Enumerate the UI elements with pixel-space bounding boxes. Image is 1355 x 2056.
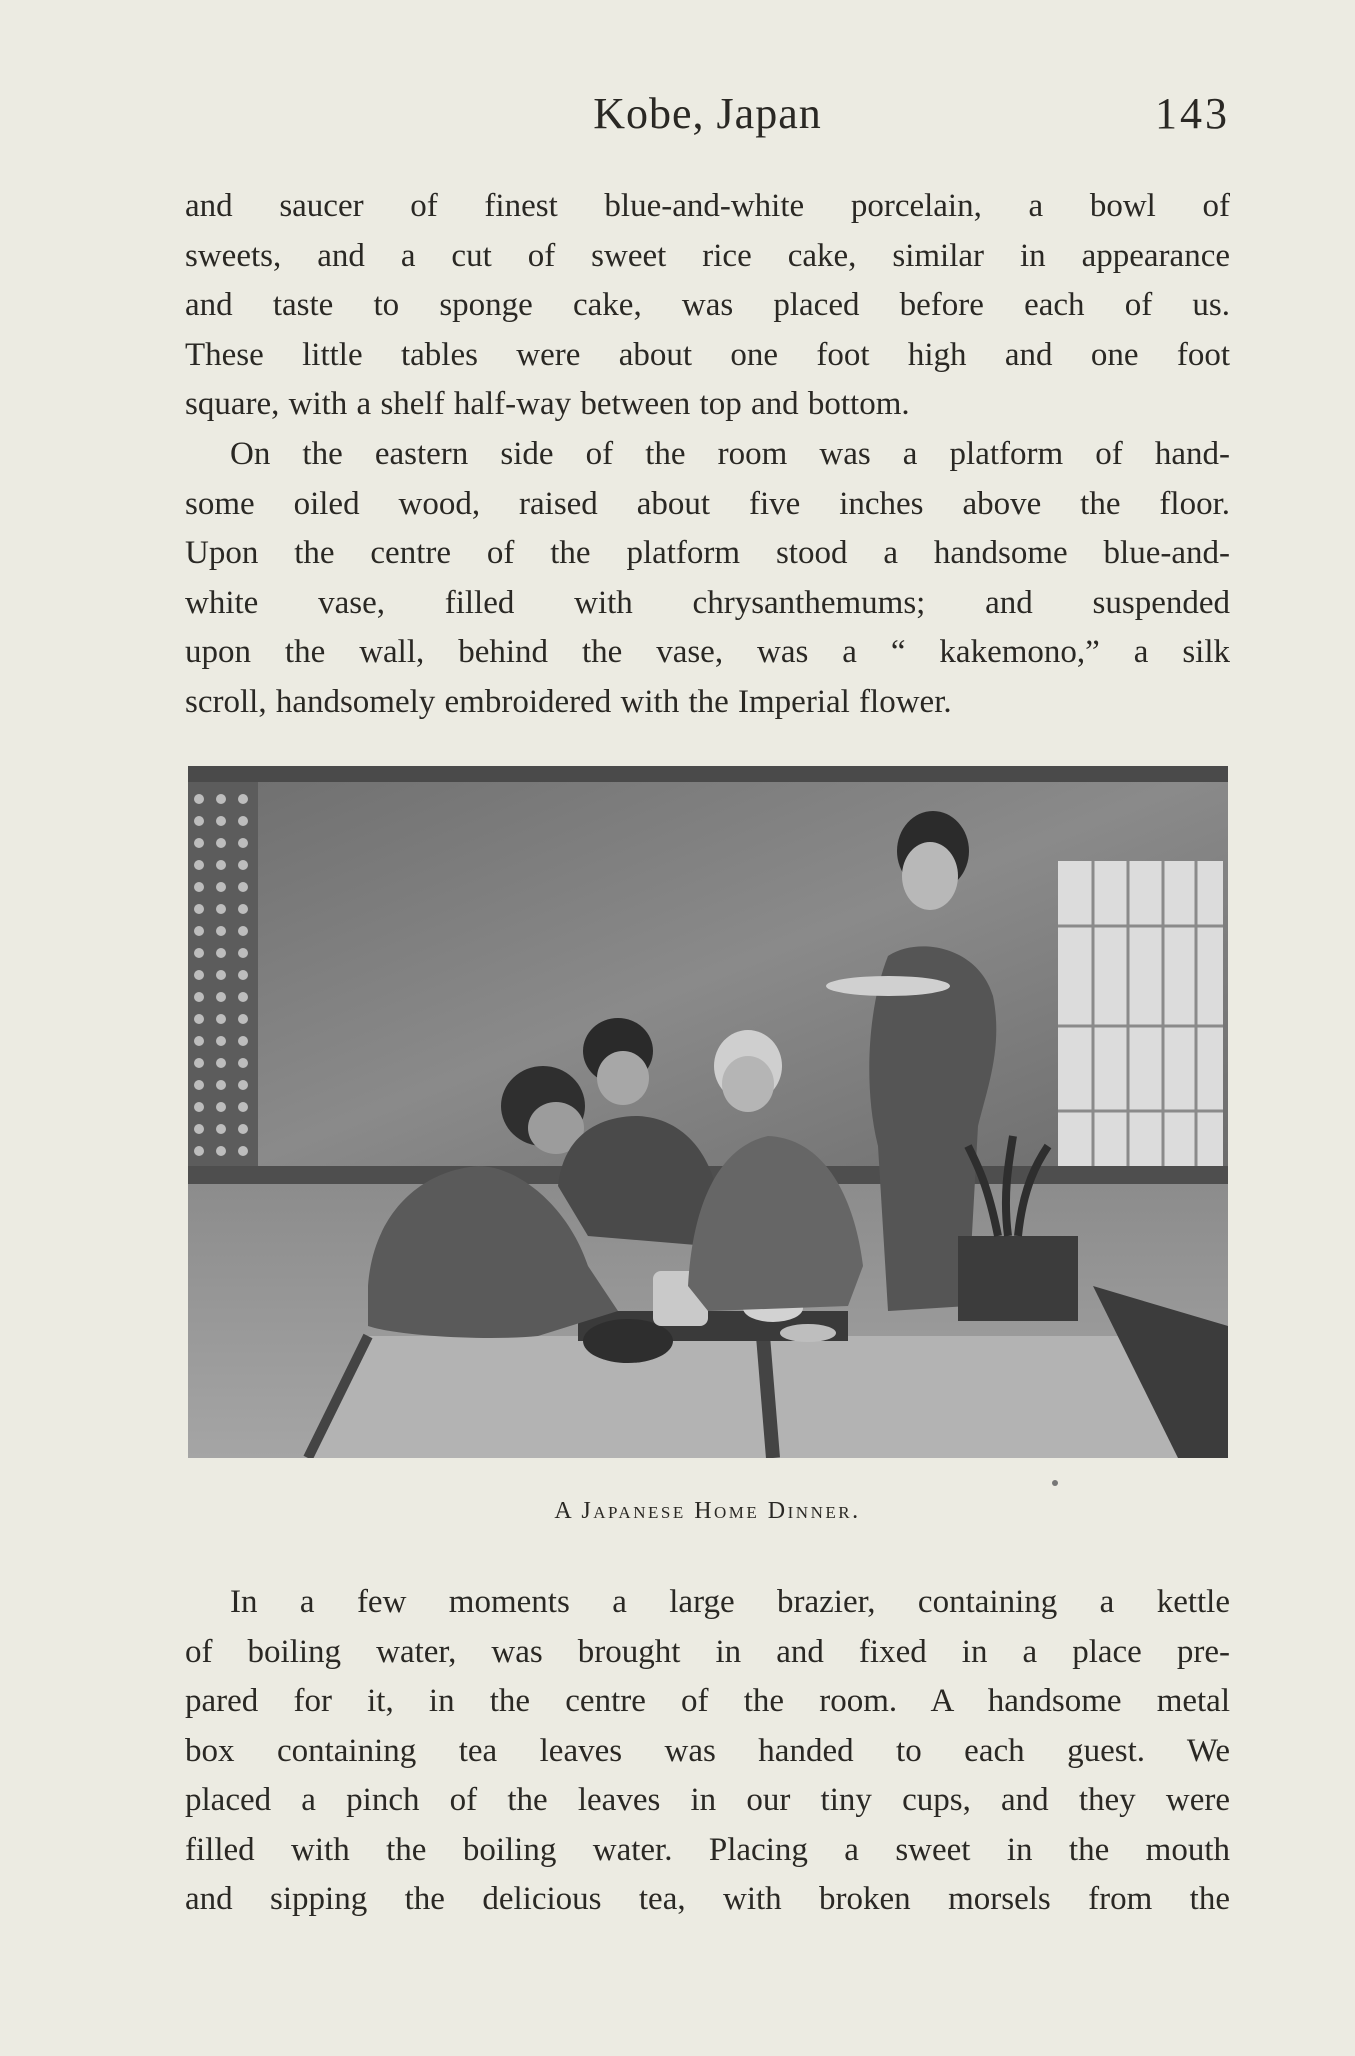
text-line: filled with the boiling water. Placing a sweet in the mouth [185, 1831, 1230, 1868]
text-line: scroll, handsomely embroidered with the Imperial flower. [185, 683, 952, 720]
text-line: In a few moments a large brazier, containing a kettle [230, 1584, 1230, 1620]
text-line: of boiling water, was brought in and fixed in a place pre- [185, 1633, 1230, 1670]
running-header [185, 88, 1230, 148]
photograph-illustration [188, 766, 1228, 1458]
text-line: These little tables were about one foot high and one foot [185, 336, 1230, 373]
paragraph-3 [185, 1578, 1230, 1925]
text-line: sweets, and a cut of sweet rice cake, similar in appearance [185, 237, 1230, 274]
text-line: square, with a shelf half-way between top and bottom. [185, 386, 910, 422]
figure-caption: A Japanese Home Dinner. [554, 1498, 861, 1524]
text-line: On the eastern side of the room was a platform of hand- [230, 436, 1230, 472]
text-line: upon the wall, behind the vase, was a “ kakemono,” a silk [185, 634, 1230, 670]
paragraph-1 [185, 182, 1230, 430]
print-speck [1052, 1480, 1058, 1486]
page-number: 143 [1155, 89, 1230, 138]
text-line: white vase, filled with chrysanthemums; and suspended [185, 584, 1230, 621]
paragraph-2 [185, 430, 1230, 727]
text-line: placed a pinch of the leaves in our tiny cups, and they were [185, 1782, 1230, 1818]
text-line: pared for it, in the centre of the room. A handsome metal [185, 1683, 1230, 1719]
text-line: and taste to sponge cake, was placed before each of us. [185, 287, 1230, 323]
text-line: and sipping the delicious tea, with broken morsels from the [185, 1881, 1230, 1917]
text-line: box containing tea leaves was handed to each guest. We [185, 1732, 1230, 1769]
text-line: Upon the centre of the platform stood a handsome blue-and- [185, 535, 1230, 571]
running-title: Kobe, Japan [593, 89, 822, 138]
text-line: and saucer of finest blue-and-white porcelain, a bowl of [185, 188, 1230, 224]
photograph [188, 766, 1228, 1458]
text-line: some oiled wood, raised about five inches above the floor. [185, 485, 1230, 522]
